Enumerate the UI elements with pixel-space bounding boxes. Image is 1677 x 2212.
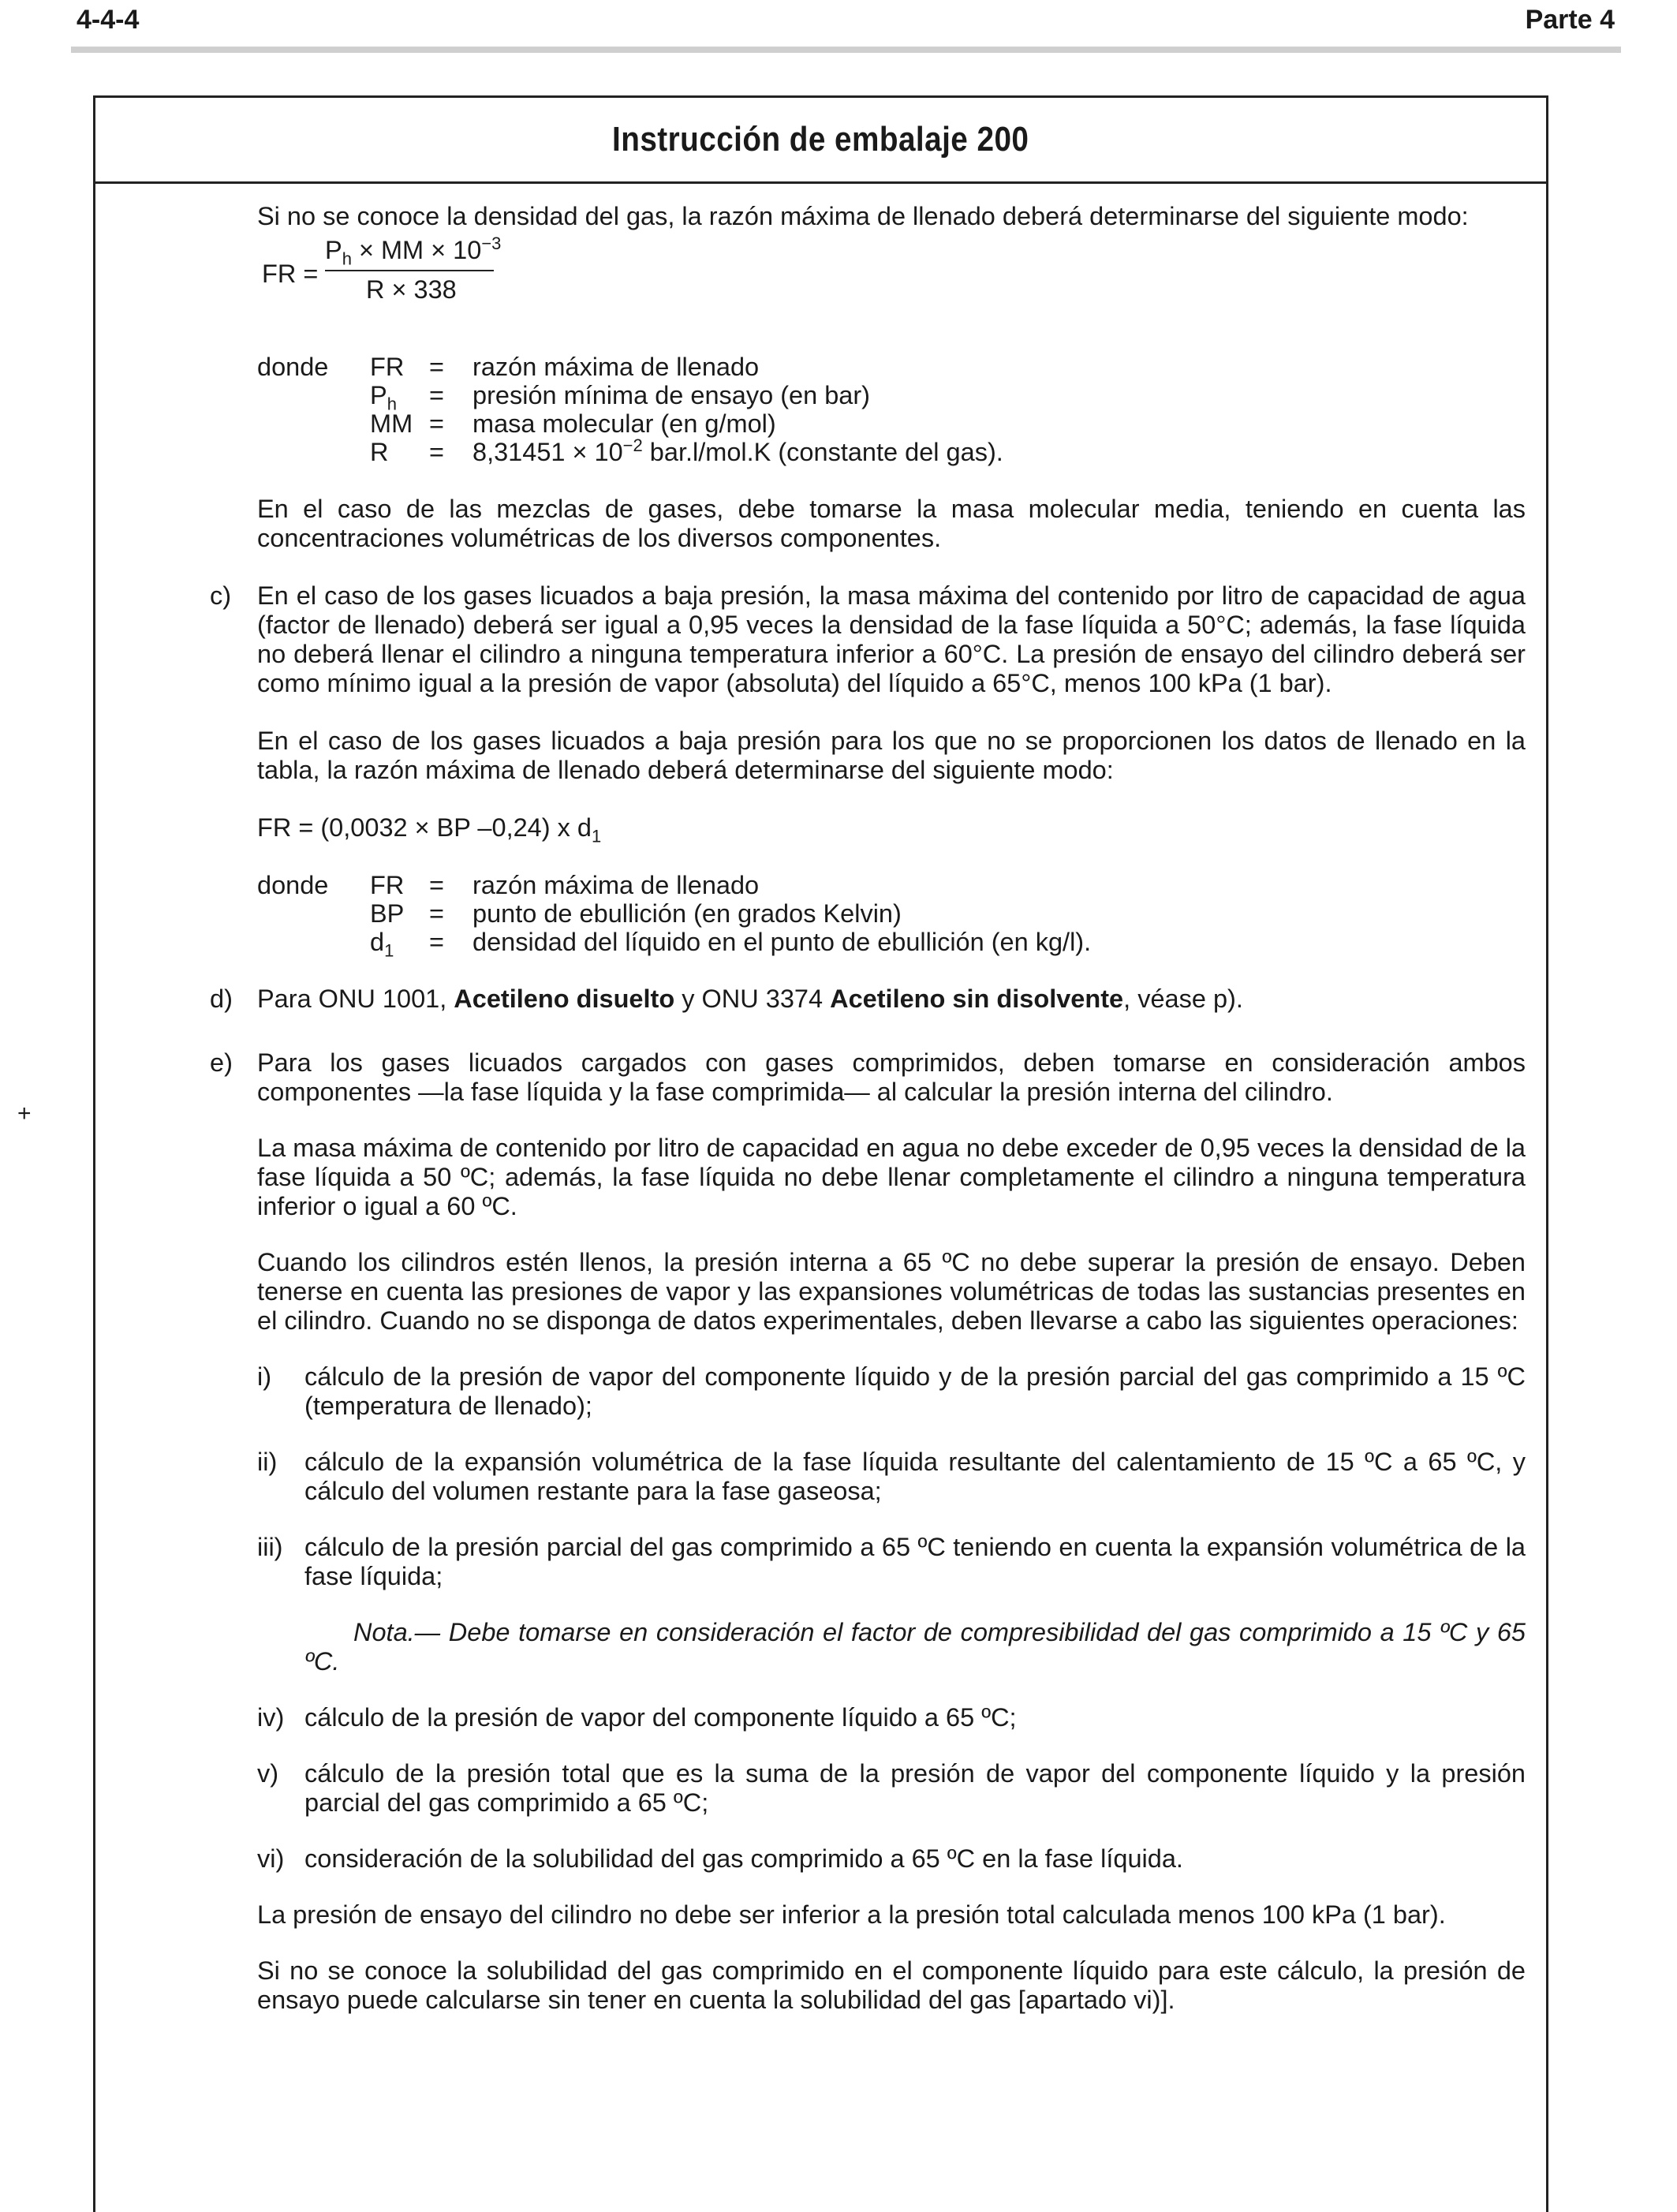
def-exponent: −2 bbox=[622, 435, 643, 456]
sub-item bbox=[257, 1448, 1526, 1506]
donde-label: donde bbox=[257, 871, 329, 899]
def-equals: = bbox=[429, 381, 444, 409]
def-symbol-base: P bbox=[370, 381, 387, 409]
item-e bbox=[210, 1048, 1526, 2015]
def-symbol: BP bbox=[370, 899, 405, 928]
part-label: Parte 4 bbox=[1525, 5, 1615, 35]
sub-item-label: v) bbox=[257, 1759, 279, 1788]
page-title: Instrucción de embalaje 200 bbox=[612, 120, 1029, 159]
formula-text: FR = (0,0032 × BP –0,24) x d bbox=[257, 813, 592, 842]
def-symbol-sub: 1 bbox=[384, 940, 394, 961]
numerator-exp: −3 bbox=[481, 234, 502, 254]
def-symbol: FR bbox=[370, 871, 405, 899]
content-body bbox=[210, 202, 1526, 2015]
def-symbol bbox=[370, 381, 429, 414]
margin-mark: + bbox=[17, 1100, 32, 1127]
numerator-p: P bbox=[325, 236, 342, 264]
title-box bbox=[95, 98, 1546, 184]
formula-lhs: FR = bbox=[262, 260, 319, 288]
item-e-text-4: La presión de ensayo del cilindro no debe ser inferior a la presión total calculada menos 100 kPa (1 bar). bbox=[257, 1900, 1446, 1929]
item-d-text-2: y ONU 3374 bbox=[674, 985, 831, 1013]
def-equals: = bbox=[429, 928, 444, 956]
def-equals: = bbox=[429, 871, 444, 899]
def-text-a: 8,31451 × 10 bbox=[472, 438, 623, 466]
page-number: 4-4-4 bbox=[77, 5, 140, 35]
sub-item-label: iv) bbox=[257, 1703, 285, 1732]
def-text-b: bar.l/mol.K (constante del gas). bbox=[642, 438, 1003, 466]
item-d-bold-2: Acetileno sin disolvente bbox=[830, 985, 1124, 1013]
donde-label: donde bbox=[257, 353, 329, 381]
item-e-text-2: La masa máxima de contenido por litro de capacidad en agua no debe exceder de 0,95 veces la densidad de la fase líquida a 50 ºC; además, la fase líquida no debe llenar completamente el cilindro a ninguna temperatura inferior o igual a 60 ºC. bbox=[257, 1134, 1526, 1220]
sub-item-text: cálculo de la presión de vapor del componente líquido a 65 ºC; bbox=[304, 1703, 1017, 1732]
item-d bbox=[210, 985, 1526, 1014]
item-d-bold-1: Acetileno disuelto bbox=[454, 985, 675, 1013]
sub-item bbox=[257, 1844, 1526, 1874]
def-symbol: R bbox=[370, 438, 389, 466]
header-rule bbox=[71, 47, 1621, 53]
item-e-text: Para los gases licuados cargados con gases comprimidos, deben tomarse en consideración ambos componentes —la fase líquida y la fase comprimida— al calcular la presión interna del cilindro. bbox=[257, 1048, 1526, 1106]
sub-item-label: vi) bbox=[257, 1844, 285, 1873]
def-equals: = bbox=[429, 438, 444, 466]
paragraph-intro: Si no se conoce la densidad del gas, la razón máxima de llenado deberá determinarse del siguiente modo: bbox=[257, 202, 1469, 230]
item-c bbox=[210, 581, 1526, 961]
sub-item-text: cálculo de la presión parcial del gas comprimido a 65 ºC teniendo en cuenta la expansión volumétrica de la fase líquida; bbox=[304, 1533, 1526, 1590]
paragraph-gas-mixtures: En el caso de las mezclas de gases, debe tomarse la masa molecular media, teniendo en cuenta las concentraciones volumétricas de los diversos componentes. bbox=[257, 495, 1526, 552]
sub-item bbox=[257, 1703, 1526, 1732]
item-d-text-1: Para ONU 1001, bbox=[257, 985, 454, 1013]
def-text: densidad del líquido en el punto de ebullición (en kg/l). bbox=[472, 928, 1092, 956]
note: Nota.— Debe tomarse en consideración el factor de compresibilidad del gas comprimido a 15 ºC y 65 ºC. bbox=[304, 1618, 1526, 1676]
sub-item-label: iii) bbox=[257, 1533, 283, 1561]
sub-item bbox=[257, 1533, 1526, 1676]
item-d-text-3: , véase p). bbox=[1123, 985, 1243, 1013]
definitions-list-1 bbox=[257, 353, 1526, 466]
fraction-bar bbox=[325, 270, 494, 271]
def-text: razón máxima de llenado bbox=[472, 353, 760, 381]
formula-sub: 1 bbox=[591, 826, 602, 846]
sub-item-text: cálculo de la presión de vapor del componente líquido y de la presión parcial del gas comprimido a 15 ºC (temperatura de llenado); bbox=[304, 1362, 1526, 1420]
item-e-text-5: Si no se conoce la solubilidad del gas comprimido en el componente líquido para este cálculo, la presión de ensayo puede calcularse sin tener en cuenta la solubilidad del gas [apartado vi)]. bbox=[257, 1956, 1526, 2014]
def-symbol bbox=[370, 928, 429, 961]
def-symbol-base: d bbox=[370, 928, 385, 956]
def-symbol: FR bbox=[370, 353, 405, 381]
def-symbol: MM bbox=[370, 409, 413, 438]
sub-item-label: ii) bbox=[257, 1448, 278, 1476]
def-symbol-sub: h bbox=[387, 394, 397, 414]
definitions-list-2 bbox=[257, 871, 1526, 961]
def-equals: = bbox=[429, 409, 444, 438]
def-text: punto de ebullición (en grados Kelvin) bbox=[472, 899, 902, 928]
def-text bbox=[472, 435, 1526, 466]
item-c-text: En el caso de los gases licuados a baja presión, la masa máxima del contenido por litro de capacidad de agua (factor de llenado) deberá ser igual a 0,95 veces la densidad de la fase líquida a 50°C; además, la fase líquida no deberá llenar el cilindro a ninguna temperatura inferior a 60°C. La presión de ensayo del cilindro deberá ser como mínimo igual a la presión de vapor (absoluta) del líquido a 65°C, menos 100 kPa (1 bar). bbox=[257, 581, 1526, 697]
item-e-text-3: Cuando los cilindros estén llenos, la presión interna a 65 ºC no debe superar la presión de ensayo. Deben tenerse en cuenta las presiones de vapor y las expansiones volumétricas de todas las sustancias presentes en el cilindro. Cuando no se disponga de datos experimentales, deben llevarse a cabo las siguientes operaciones: bbox=[257, 1248, 1526, 1335]
formula-numerator bbox=[325, 234, 502, 269]
sub-item-text: consideración de la solubilidad del gas comprimido a 65 ºC en la fase líquida. bbox=[304, 1844, 1183, 1873]
sub-item-text: cálculo de la expansión volumétrica de la fase líquida resultante del calentamiento de 15 ºC a 65 ºC, y cálculo del volumen restante para la fase gaseosa; bbox=[304, 1448, 1526, 1505]
formula-fr-density bbox=[257, 236, 1526, 323]
numerator-p-sub: h bbox=[342, 248, 352, 269]
numerator-rest: × MM × 10 bbox=[351, 236, 482, 264]
def-text: masa molecular (en g/mol) bbox=[472, 409, 776, 438]
sub-item bbox=[257, 1759, 1526, 1818]
def-equals: = bbox=[429, 353, 444, 381]
item-label: c) bbox=[210, 581, 232, 610]
item-c-text-2: En el caso de los gases licuados a baja presión para los que no se proporcionen los datos de llenado en la tabla, la razón máxima de llenado deberá determinarse del siguiente modo: bbox=[257, 727, 1526, 784]
item-label: e) bbox=[210, 1048, 233, 1077]
def-text: presión mínima de ensayo (en bar) bbox=[472, 381, 871, 409]
sub-item bbox=[257, 1362, 1526, 1421]
sub-item-text: cálculo de la presión total que es la suma de la presión de vapor del componente líquido y la presión parcial del gas comprimido a 65 ºC; bbox=[304, 1759, 1526, 1817]
item-label: d) bbox=[210, 985, 233, 1013]
def-text: razón máxima de llenado bbox=[472, 871, 760, 899]
item-d-text bbox=[257, 985, 1526, 1014]
def-equals: = bbox=[429, 899, 444, 928]
sub-item-label: i) bbox=[257, 1362, 272, 1391]
formula-fr-boiling bbox=[257, 813, 1526, 846]
formula-denominator: R × 338 bbox=[366, 275, 457, 304]
